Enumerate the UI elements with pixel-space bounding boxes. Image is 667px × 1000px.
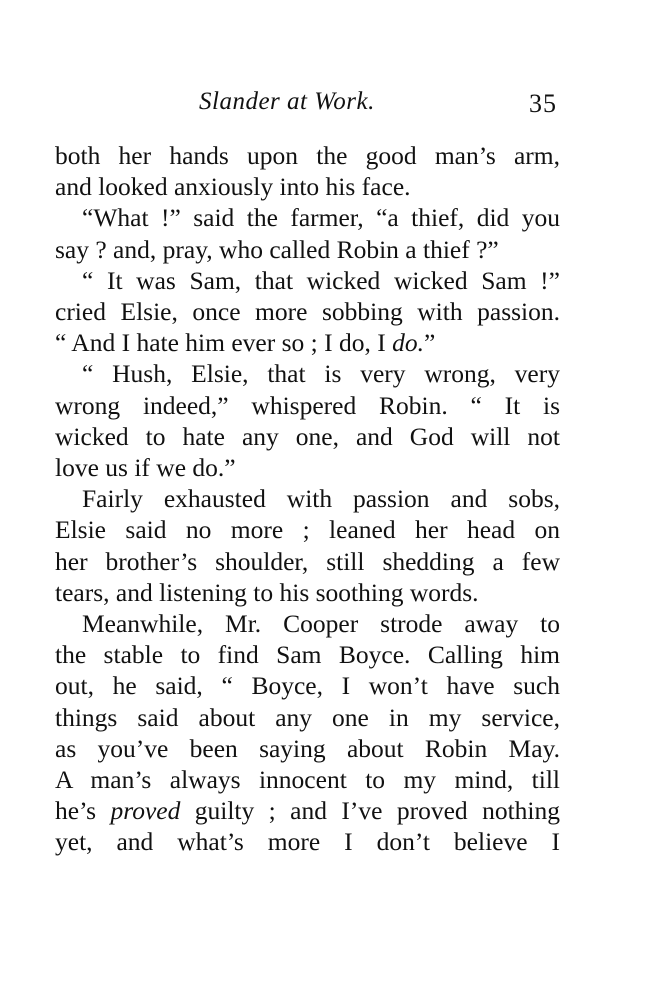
text-line: her brother’s shoulder, still shedding a few: [55, 546, 560, 576]
text-line: say ? and, pray, who called Robin a thief ?”: [55, 234, 499, 264]
running-title: Slander at Work.: [199, 88, 375, 115]
text-line: “ And I hate him ever so ; I do, I do.”: [55, 328, 436, 358]
text-line: out, he said, “ Boyce, I won’t have such: [55, 671, 560, 701]
text-line: Meanwhile, Mr. Cooper strode away to: [82, 609, 560, 638]
text-line: “What !” said the farmer, “a thief, did you: [82, 203, 560, 233]
text-line: cried Elsie, once more sobbing with passion.: [55, 297, 560, 326]
text-line: Elsie said no more ; leaned her head on: [55, 515, 560, 545]
text-line: tears, and listening to his soothing words.: [55, 577, 479, 607]
text-line: Fairly exhausted with passion and sobs,: [82, 484, 560, 514]
text-line: “ Hush, Elsie, that is very wrong, very: [82, 359, 560, 389]
text-line: A man’s always innocent to my mind, till: [55, 765, 560, 794]
page-number: 35: [529, 89, 557, 118]
text-line: the stable to find Sam Boyce. Calling him: [55, 640, 560, 670]
text-line: love us if we do.”: [55, 453, 236, 482]
text-line: he’s proved guilty ; and I’ve proved nothing: [55, 796, 560, 826]
text-line: both her hands upon the good man’s arm,: [55, 141, 560, 170]
text-line: “ It was Sam, that wicked wicked Sam !”: [82, 265, 560, 295]
text-line: wrong indeed,” whispered Robin. “ It is: [55, 390, 560, 420]
text-line: and looked anxiously into his face.: [55, 172, 411, 202]
text-line: yet, and what’s more I don’t believe I: [55, 827, 560, 857]
text-line: wicked to hate any one, and God will not: [55, 421, 560, 451]
text-line: as you’ve been saying about Robin May.: [55, 733, 560, 763]
text-line: things said about any one in my service,: [55, 702, 560, 732]
